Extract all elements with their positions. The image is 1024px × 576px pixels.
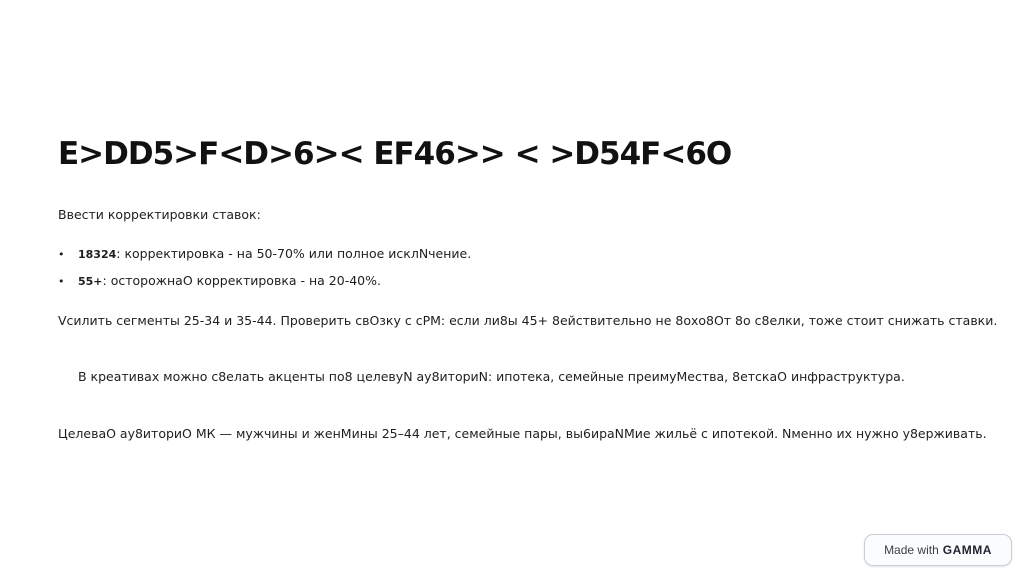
gamma-logo: GAMMA: [942, 543, 992, 557]
bullet-marker: •: [58, 248, 65, 261]
bullet-marker: •: [58, 275, 65, 288]
bullet-key: 55+: [78, 275, 103, 288]
bullet-text: : осторожнаO корректировка - на 20-40%.: [102, 273, 381, 288]
paragraph-audience: ЦелеваO ау8иториO МК — мужчины и женМины 25–44 лет, семейные пары, вы6ираNМие жильё с ипотекой. Nменно их нужно у8ерживать.: [58, 426, 987, 441]
intro-text: Ввести корректировки ставок:: [58, 207, 261, 222]
slide-title: E>DD5>F<D>6>< EF46>> < >D54F<6O: [58, 136, 732, 172]
bullet-item: [58, 273, 381, 290]
bullet-key: 18324: [78, 248, 117, 261]
badge-prefix: Made with: [884, 543, 939, 557]
made-with-gamma-badge[interactable]: [864, 534, 1012, 566]
paragraph-segments: Vсилить сегменты 25-34 и 35-44. Проверить свOзку с cPM: если ли8ы 45+ 8ействительно не 8охо8От 8о с8елки, тоже стоит снижать ставки.: [58, 313, 998, 328]
paragraph-creatives: В креативах можно с8елать акценты по8 целевуN ау8иториN: ипотека, семейные преимуМества, 8етскаO инфраструктура.: [78, 369, 905, 384]
bullet-text: : корректировка - на 50-70% или полное исклNчение.: [116, 246, 472, 261]
bullet-item: [58, 246, 471, 263]
